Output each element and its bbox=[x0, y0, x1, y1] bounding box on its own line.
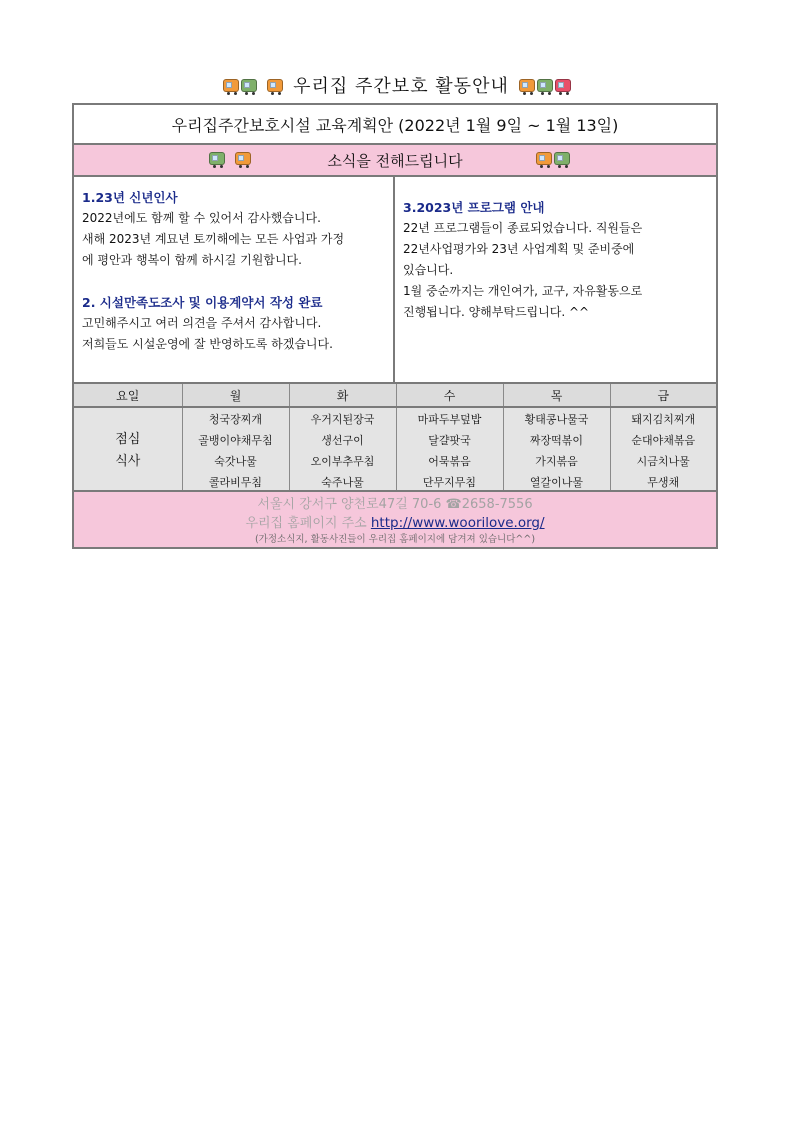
menu-lunch-row bbox=[74, 407, 716, 494]
menu-row-label-line: 식사 bbox=[115, 454, 141, 469]
train-decoration-banner-right bbox=[536, 152, 570, 165]
menu-dish: 오이부추무침 bbox=[310, 455, 375, 468]
news-heading-program: 3.2023년 프로그램 안내 bbox=[403, 200, 545, 215]
menu-header-day: 요일 bbox=[74, 383, 182, 407]
news-line: 1월 중순까지는 개인여가, 교구, 자유활동으로 bbox=[403, 284, 643, 298]
news-left-column bbox=[74, 177, 395, 382]
news-line: 고민해주시고 여러 의견을 주셔서 감사합니다. bbox=[82, 316, 322, 330]
news-line: 새해 2023년 계묘년 토끼해에는 모든 사업과 가정 bbox=[82, 232, 345, 246]
menu-dish: 시금치나물 bbox=[636, 455, 690, 468]
news-heading-survey: 2. 시설만족도조사 및 이용계약서 작성 완료 bbox=[82, 295, 323, 310]
menu-dish: 돼지김치찌개 bbox=[631, 413, 696, 426]
news-line: 에 평안과 행복이 함께 하시길 기원합니다. bbox=[82, 253, 302, 267]
homepage-label: 우리집 홈페이지 주소 bbox=[245, 516, 371, 531]
newsletter-header bbox=[0, 70, 794, 100]
menu-dish: 황태콩나물국 bbox=[524, 413, 589, 426]
train-car-icon bbox=[554, 152, 570, 165]
menu-dish: 단무지무침 bbox=[422, 476, 477, 489]
menu-header-tue: 화 bbox=[289, 383, 396, 407]
train-decoration-right bbox=[519, 79, 571, 92]
menu-cell-tue bbox=[289, 407, 396, 494]
homepage-link[interactable]: http://www.woorilove.org/ bbox=[370, 515, 545, 531]
news-line: 저희들도 시설운영에 잘 반영하도록 하겠습니다. bbox=[82, 337, 333, 351]
menu-header-row bbox=[74, 383, 716, 407]
homepage-note: (가정소식지, 활동사진들이 우리집 홈페이지에 담겨져 있습니다^^) bbox=[254, 534, 536, 545]
menu-dish: 우거지된장국 bbox=[310, 413, 375, 426]
news-line: 22년사업평가와 23년 사업계획 및 준비중에 bbox=[403, 242, 635, 256]
menu-header-wed: 수 bbox=[396, 383, 503, 407]
menu-dish: 청국장찌개 bbox=[208, 413, 263, 426]
train-car-icon bbox=[223, 79, 239, 92]
menu-dish: 순대야채볶음 bbox=[631, 434, 696, 447]
menu-header-fri: 금 bbox=[610, 383, 716, 407]
train-car-icon bbox=[241, 79, 257, 92]
menu-dish: 숙주나물 bbox=[321, 476, 364, 489]
contact-footer bbox=[74, 490, 716, 547]
plan-title: 우리집주간보호시설 교육계획안 (2022년 1월 9일 ~ 1월 13일) bbox=[74, 105, 716, 145]
menu-dish: 무생채 bbox=[647, 476, 680, 489]
menu-header-mon: 월 bbox=[182, 383, 289, 407]
news-line: 2022년에도 함께 할 수 있어서 감사했습니다. bbox=[82, 211, 321, 225]
menu-cell-thu bbox=[503, 407, 610, 494]
menu-row-label bbox=[74, 407, 182, 494]
newsletter-title: 우리집 주간보호 활동안내 bbox=[293, 76, 509, 97]
news-line: 진행됩니다. 양해부탁드립니다. ^^ bbox=[403, 305, 590, 319]
menu-dish: 짜장떡볶이 bbox=[529, 434, 584, 447]
menu-dish: 생선구이 bbox=[321, 434, 364, 447]
menu-header-thu: 목 bbox=[503, 383, 610, 407]
news-right-column bbox=[395, 177, 716, 382]
menu-dish: 가지볶음 bbox=[535, 455, 578, 468]
menu-cell-fri bbox=[610, 407, 716, 494]
menu-dish: 어묵볶음 bbox=[428, 455, 471, 468]
newsletter-frame bbox=[72, 103, 718, 549]
train-decoration-banner-left bbox=[209, 152, 251, 165]
menu-cell-mon bbox=[182, 407, 289, 494]
menu-dish: 열갈이나물 bbox=[529, 476, 584, 489]
news-banner-text: 소식을 전해드립니다 bbox=[327, 151, 463, 170]
menu-dish: 콜라비무침 bbox=[208, 476, 263, 489]
menu-dish: 달걀팟국 bbox=[428, 434, 471, 447]
train-car-icon bbox=[209, 152, 225, 165]
menu-cell-wed bbox=[396, 407, 503, 494]
news-banner bbox=[74, 145, 716, 177]
homepage-line bbox=[74, 514, 716, 533]
news-line: 있습니다. bbox=[403, 263, 454, 277]
train-car-icon bbox=[235, 152, 251, 165]
lunch-menu-table bbox=[74, 382, 716, 494]
news-heading-new-year: 1.23년 신년인사 bbox=[82, 190, 178, 205]
train-car-icon bbox=[537, 79, 553, 92]
train-car-icon bbox=[519, 79, 535, 92]
train-decoration-left bbox=[223, 79, 283, 92]
menu-dish: 골뱅이야채무침 bbox=[198, 434, 273, 447]
train-car-icon bbox=[267, 79, 283, 92]
address-text: 서울시 강서구 양천로47길 70-6 ☎2658-7556 bbox=[257, 497, 533, 512]
spacer bbox=[82, 271, 387, 292]
menu-dish: 마파두부덮밥 bbox=[417, 413, 482, 426]
menu-row-label-line: 점심 bbox=[115, 432, 141, 447]
train-car-icon bbox=[555, 79, 571, 92]
news-line: 22년 프로그램들이 종료되었습니다. 직원들은 bbox=[403, 221, 643, 235]
train-car-icon bbox=[536, 152, 552, 165]
menu-dish: 숙갓나물 bbox=[214, 455, 257, 468]
